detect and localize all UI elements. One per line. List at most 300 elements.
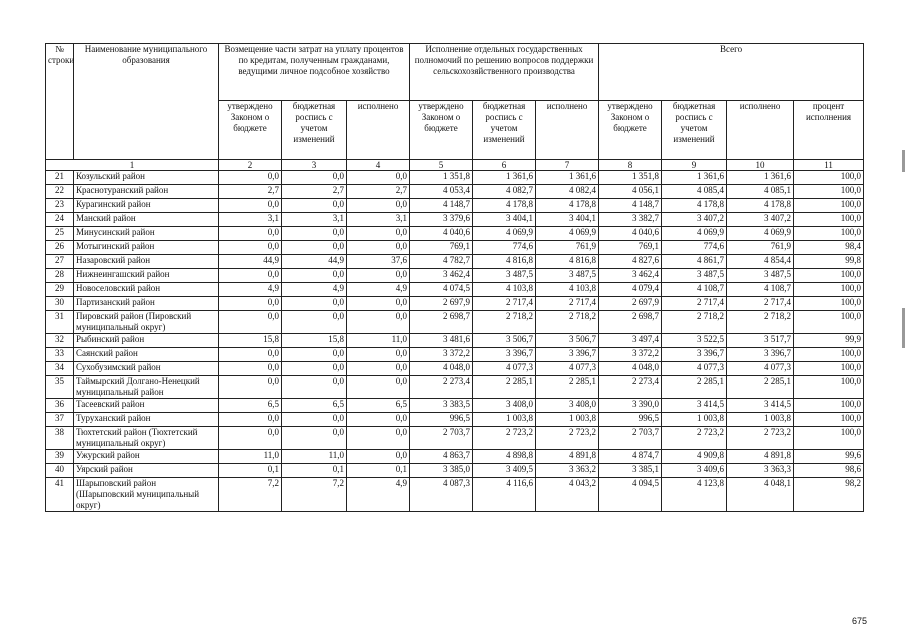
- value-cell-c4: 3,1: [347, 213, 410, 227]
- municipality-name: Партизанский район: [74, 297, 219, 311]
- row-number: 25: [46, 227, 74, 241]
- value-cell-c5: 996,5: [410, 413, 473, 427]
- value-cell-c10: 2 285,1: [727, 376, 794, 399]
- value-cell-c7: 3 487,5: [536, 269, 599, 283]
- value-cell-c6: 3 409,5: [473, 464, 536, 478]
- value-cell-c5: 4 074,5: [410, 283, 473, 297]
- value-cell-c6: 4 116,6: [473, 478, 536, 512]
- value-cell-c2: 0,0: [219, 413, 282, 427]
- value-cell-c2: 2,7: [219, 185, 282, 199]
- value-cell-c3: 4,9: [282, 283, 347, 297]
- header-approved: утверждено Законом о бюджете: [410, 101, 473, 160]
- value-cell-c4: 0,0: [347, 269, 410, 283]
- municipality-name: Назаровский район: [74, 255, 219, 269]
- column-number: 6: [473, 160, 536, 171]
- value-cell-c8: 4 827,6: [599, 255, 662, 269]
- value-cell-c10: 4 069,9: [727, 227, 794, 241]
- value-cell-c10: 4 077,3: [727, 362, 794, 376]
- value-cell-c4: 0,0: [347, 171, 410, 185]
- value-cell-c5: 4 863,7: [410, 450, 473, 464]
- value-cell-c6: 4 077,3: [473, 362, 536, 376]
- table-row: [46, 227, 864, 241]
- value-cell-c8: 4 056,1: [599, 185, 662, 199]
- value-cell-c10: 2 718,2: [727, 311, 794, 334]
- value-cell-c9: 3 407,2: [662, 213, 727, 227]
- value-cell-c4: 0,0: [347, 450, 410, 464]
- municipality-name: Нижнеингашский район: [74, 269, 219, 283]
- value-cell-c4: 37,6: [347, 255, 410, 269]
- table-row: [46, 283, 864, 297]
- value-cell-c2: 0,0: [219, 348, 282, 362]
- value-cell-c9: 3 409,6: [662, 464, 727, 478]
- value-cell-c3: 3,1: [282, 213, 347, 227]
- column-number: 5: [410, 160, 473, 171]
- table-row: [46, 376, 864, 399]
- value-cell-c11: 100,0: [794, 269, 864, 283]
- column-number: 8: [599, 160, 662, 171]
- value-cell-c6: 4 178,8: [473, 199, 536, 213]
- value-cell-c2: 4,9: [219, 283, 282, 297]
- column-number: 11: [794, 160, 864, 171]
- value-cell-c4: 4,9: [347, 283, 410, 297]
- value-cell-c5: 4 087,3: [410, 478, 473, 512]
- value-cell-c6: 4 898,8: [473, 450, 536, 464]
- value-cell-c3: 11,0: [282, 450, 347, 464]
- value-cell-c8: 3 382,7: [599, 213, 662, 227]
- value-cell-c4: 0,1: [347, 464, 410, 478]
- value-cell-c5: 2 697,9: [410, 297, 473, 311]
- value-cell-c3: 0,0: [282, 199, 347, 213]
- table-row: [46, 311, 864, 334]
- value-cell-c2: 0,0: [219, 297, 282, 311]
- value-cell-c4: 0,0: [347, 241, 410, 255]
- value-cell-c8: 2 703,7: [599, 427, 662, 450]
- value-cell-c9: 3 396,7: [662, 348, 727, 362]
- row-number: 37: [46, 413, 74, 427]
- municipality-name: Сухобузимский район: [74, 362, 219, 376]
- value-cell-c2: 0,0: [219, 269, 282, 283]
- value-cell-c11: 100,0: [794, 213, 864, 227]
- value-cell-c3: 0,1: [282, 464, 347, 478]
- table-row: [46, 478, 864, 512]
- municipality-name: Тасеевский район: [74, 399, 219, 413]
- value-cell-c8: 3 385,1: [599, 464, 662, 478]
- value-cell-c7: 4 816,8: [536, 255, 599, 269]
- value-cell-c7: 4 178,8: [536, 199, 599, 213]
- value-cell-c7: 2 723,2: [536, 427, 599, 450]
- value-cell-c5: 4 048,0: [410, 362, 473, 376]
- value-cell-c4: 11,0: [347, 334, 410, 348]
- value-cell-c11: 100,0: [794, 311, 864, 334]
- value-cell-c10: 3 396,7: [727, 348, 794, 362]
- value-cell-c8: 2 273,4: [599, 376, 662, 399]
- value-cell-c11: 98,6: [794, 464, 864, 478]
- value-cell-c4: 0,0: [347, 348, 410, 362]
- value-cell-c6: 2 718,2: [473, 311, 536, 334]
- value-cell-c3: 0,0: [282, 376, 347, 399]
- value-cell-c5: 3 481,6: [410, 334, 473, 348]
- value-cell-c5: 4 148,7: [410, 199, 473, 213]
- row-number: 38: [46, 427, 74, 450]
- value-cell-c11: 98,2: [794, 478, 864, 512]
- row-number: 33: [46, 348, 74, 362]
- row-number: 22: [46, 185, 74, 199]
- row-number: 32: [46, 334, 74, 348]
- value-cell-c2: 3,1: [219, 213, 282, 227]
- value-cell-c2: 0,1: [219, 464, 282, 478]
- value-cell-c8: 4 048,0: [599, 362, 662, 376]
- value-cell-c7: 2 285,1: [536, 376, 599, 399]
- value-cell-c9: 1 003,8: [662, 413, 727, 427]
- value-cell-c11: 100,0: [794, 362, 864, 376]
- value-cell-c10: 4 854,4: [727, 255, 794, 269]
- value-cell-c4: 0,0: [347, 427, 410, 450]
- value-cell-c2: 15,8: [219, 334, 282, 348]
- municipality-name: Тюхтетский район (Тюхтетский муниципальный округ): [74, 427, 219, 450]
- header-row-no: № строки: [46, 44, 74, 160]
- value-cell-c3: 0,0: [282, 348, 347, 362]
- value-cell-c6: 3 487,5: [473, 269, 536, 283]
- value-cell-c5: 3 462,4: [410, 269, 473, 283]
- value-cell-c6: 3 404,1: [473, 213, 536, 227]
- value-cell-c9: 2 285,1: [662, 376, 727, 399]
- value-cell-c7: 1 361,6: [536, 171, 599, 185]
- value-cell-c11: 100,0: [794, 185, 864, 199]
- value-cell-c10: 1 003,8: [727, 413, 794, 427]
- table-row: [46, 185, 864, 199]
- value-cell-c2: 0,0: [219, 362, 282, 376]
- value-cell-c4: 0,0: [347, 362, 410, 376]
- column-number: 3: [282, 160, 347, 171]
- table-row: [46, 413, 864, 427]
- value-cell-c4: 0,0: [347, 413, 410, 427]
- value-cell-c11: 100,0: [794, 376, 864, 399]
- value-cell-c3: 15,8: [282, 334, 347, 348]
- value-cell-c10: 2 717,4: [727, 297, 794, 311]
- row-number: 41: [46, 478, 74, 512]
- column-number: 4: [347, 160, 410, 171]
- table-row: [46, 171, 864, 185]
- value-cell-c11: 100,0: [794, 348, 864, 362]
- table-row: [46, 255, 864, 269]
- table-body: [46, 171, 864, 512]
- header-group-total: Всего: [599, 44, 864, 101]
- value-cell-c5: 4 782,7: [410, 255, 473, 269]
- municipality-name: Рыбинский район: [74, 334, 219, 348]
- header-budget: бюджетная роспись с учетом изменений: [473, 101, 536, 160]
- value-cell-c7: 4 069,9: [536, 227, 599, 241]
- column-number-row: [46, 160, 864, 171]
- value-cell-c10: 3 414,5: [727, 399, 794, 413]
- value-cell-c11: 98,4: [794, 241, 864, 255]
- municipality-name: Пировский район (Пировский муниципальный округ): [74, 311, 219, 334]
- value-cell-c7: 2 717,4: [536, 297, 599, 311]
- value-cell-c6: 1 361,6: [473, 171, 536, 185]
- value-cell-c3: 6,5: [282, 399, 347, 413]
- value-cell-c3: 0,0: [282, 311, 347, 334]
- value-cell-c8: 3 372,2: [599, 348, 662, 362]
- column-number: 9: [662, 160, 727, 171]
- value-cell-c6: 3 408,0: [473, 399, 536, 413]
- value-cell-c3: 0,0: [282, 227, 347, 241]
- value-cell-c2: 11,0: [219, 450, 282, 464]
- header-executed: исполнено: [347, 101, 410, 160]
- row-number: 34: [46, 362, 74, 376]
- value-cell-c7: 3 396,7: [536, 348, 599, 362]
- row-number: 21: [46, 171, 74, 185]
- value-cell-c10: 4 085,1: [727, 185, 794, 199]
- value-cell-c6: 3 396,7: [473, 348, 536, 362]
- value-cell-c4: 2,7: [347, 185, 410, 199]
- value-cell-c10: 4 178,8: [727, 199, 794, 213]
- header-group-powers: Исполнение отдельных государственных полномочий по решению вопросов поддержки сельскохозяйственного производства: [410, 44, 599, 101]
- value-cell-c3: 7,2: [282, 478, 347, 512]
- municipality-name: Таймырский Долгано-Ненецкий муниципальный район: [74, 376, 219, 399]
- value-cell-c7: 4 043,2: [536, 478, 599, 512]
- municipality-name: Мотыгинский район: [74, 241, 219, 255]
- value-cell-c3: 0,0: [282, 362, 347, 376]
- municipality-name: Козульский район: [74, 171, 219, 185]
- row-number: 40: [46, 464, 74, 478]
- municipality-name: Минусинский район: [74, 227, 219, 241]
- column-number: 7: [536, 160, 599, 171]
- value-cell-c11: 100,0: [794, 283, 864, 297]
- value-cell-c4: 0,0: [347, 199, 410, 213]
- header-approved: утверждено Законом о бюджете: [599, 101, 662, 160]
- value-cell-c3: 0,0: [282, 413, 347, 427]
- value-cell-c8: 4 094,5: [599, 478, 662, 512]
- row-number: 27: [46, 255, 74, 269]
- value-cell-c5: 2 273,4: [410, 376, 473, 399]
- value-cell-c6: 3 506,7: [473, 334, 536, 348]
- value-cell-c8: 769,1: [599, 241, 662, 255]
- value-cell-c5: 2 698,7: [410, 311, 473, 334]
- header-percent: процент исполнения: [794, 101, 864, 160]
- value-cell-c9: 4 085,4: [662, 185, 727, 199]
- value-cell-c6: 1 003,8: [473, 413, 536, 427]
- value-cell-c7: 4 077,3: [536, 362, 599, 376]
- value-cell-c6: 2 717,4: [473, 297, 536, 311]
- municipality-name: Саянский район: [74, 348, 219, 362]
- value-cell-c10: 3 363,3: [727, 464, 794, 478]
- column-number: 10: [727, 160, 794, 171]
- page-number: 675: [851, 616, 867, 626]
- value-cell-c9: 1 361,6: [662, 171, 727, 185]
- value-cell-c9: 3 487,5: [662, 269, 727, 283]
- value-cell-c8: 4 079,4: [599, 283, 662, 297]
- row-number: 35: [46, 376, 74, 399]
- value-cell-c5: 2 703,7: [410, 427, 473, 450]
- value-cell-c11: 100,0: [794, 199, 864, 213]
- header-group-interest: Возмещение части затрат на уплату процентов по кредитам, полученным гражданами, ведущими личное подсобное хозяйство: [219, 44, 410, 101]
- table-row: [46, 427, 864, 450]
- municipality-name: Манский район: [74, 213, 219, 227]
- value-cell-c5: 4 040,6: [410, 227, 473, 241]
- value-cell-c7: 4 891,8: [536, 450, 599, 464]
- value-cell-c10: 761,9: [727, 241, 794, 255]
- value-cell-c7: 3 506,7: [536, 334, 599, 348]
- value-cell-c3: 0,0: [282, 241, 347, 255]
- row-number: 36: [46, 399, 74, 413]
- table-row: [46, 297, 864, 311]
- row-number: 28: [46, 269, 74, 283]
- value-cell-c8: 3 390,0: [599, 399, 662, 413]
- value-cell-c5: 3 383,5: [410, 399, 473, 413]
- row-number: 26: [46, 241, 74, 255]
- value-cell-c2: 7,2: [219, 478, 282, 512]
- value-cell-c3: 0,0: [282, 171, 347, 185]
- value-cell-c9: 4 077,3: [662, 362, 727, 376]
- header-executed: исполнено: [536, 101, 599, 160]
- value-cell-c10: 4 108,7: [727, 283, 794, 297]
- value-cell-c6: 774,6: [473, 241, 536, 255]
- value-cell-c3: 0,0: [282, 297, 347, 311]
- value-cell-c10: 1 361,6: [727, 171, 794, 185]
- table-row: [46, 213, 864, 227]
- value-cell-c7: 2 718,2: [536, 311, 599, 334]
- value-cell-c2: 6,5: [219, 399, 282, 413]
- column-number: 1: [46, 160, 219, 171]
- value-cell-c2: 0,0: [219, 199, 282, 213]
- budget-table: [45, 43, 864, 512]
- value-cell-c10: 3 517,7: [727, 334, 794, 348]
- row-number: 30: [46, 297, 74, 311]
- value-cell-c8: 1 351,8: [599, 171, 662, 185]
- value-cell-c5: 3 372,2: [410, 348, 473, 362]
- value-cell-c2: 44,9: [219, 255, 282, 269]
- header-budget: бюджетная роспись с учетом изменений: [662, 101, 727, 160]
- value-cell-c2: 0,0: [219, 376, 282, 399]
- row-number: 24: [46, 213, 74, 227]
- value-cell-c4: 4,9: [347, 478, 410, 512]
- municipality-name: Ужурский район: [74, 450, 219, 464]
- value-cell-c9: 2 718,2: [662, 311, 727, 334]
- value-cell-c5: 1 351,8: [410, 171, 473, 185]
- value-cell-c7: 3 363,2: [536, 464, 599, 478]
- value-cell-c11: 99,6: [794, 450, 864, 464]
- header-approved: утверждено Законом о бюджете: [219, 101, 282, 160]
- value-cell-c6: 2 285,1: [473, 376, 536, 399]
- value-cell-c2: 0,0: [219, 427, 282, 450]
- value-cell-c9: 2 723,2: [662, 427, 727, 450]
- value-cell-c4: 0,0: [347, 376, 410, 399]
- value-cell-c9: 4 861,7: [662, 255, 727, 269]
- value-cell-c10: 3 487,5: [727, 269, 794, 283]
- value-cell-c8: 996,5: [599, 413, 662, 427]
- table-row: [46, 450, 864, 464]
- value-cell-c7: 3 404,1: [536, 213, 599, 227]
- value-cell-c9: 3 522,5: [662, 334, 727, 348]
- municipality-name: Уярский район: [74, 464, 219, 478]
- value-cell-c3: 2,7: [282, 185, 347, 199]
- value-cell-c9: 2 717,4: [662, 297, 727, 311]
- table-row: [46, 241, 864, 255]
- value-cell-c7: 3 408,0: [536, 399, 599, 413]
- value-cell-c9: 4 108,7: [662, 283, 727, 297]
- value-cell-c10: 4 891,8: [727, 450, 794, 464]
- value-cell-c5: 4 053,4: [410, 185, 473, 199]
- value-cell-c2: 0,0: [219, 171, 282, 185]
- value-cell-c11: 99,9: [794, 334, 864, 348]
- value-cell-c8: 2 697,9: [599, 297, 662, 311]
- value-cell-c2: 0,0: [219, 227, 282, 241]
- municipality-name: Шарыповский район (Шарыповский муниципальный округ): [74, 478, 219, 512]
- table-row: [46, 362, 864, 376]
- value-cell-c11: 100,0: [794, 171, 864, 185]
- municipality-name: Курагинский район: [74, 199, 219, 213]
- value-cell-c6: 4 103,8: [473, 283, 536, 297]
- value-cell-c11: 100,0: [794, 297, 864, 311]
- value-cell-c5: 3 385,0: [410, 464, 473, 478]
- value-cell-c9: 774,6: [662, 241, 727, 255]
- value-cell-c4: 0,0: [347, 311, 410, 334]
- row-number: 39: [46, 450, 74, 464]
- header-name: Наименование муниципального образования: [74, 44, 219, 160]
- value-cell-c11: 100,0: [794, 427, 864, 450]
- value-cell-c9: 3 414,5: [662, 399, 727, 413]
- value-cell-c10: 2 723,2: [727, 427, 794, 450]
- value-cell-c11: 100,0: [794, 227, 864, 241]
- value-cell-c8: 4 040,6: [599, 227, 662, 241]
- value-cell-c11: 100,0: [794, 399, 864, 413]
- value-cell-c3: 0,0: [282, 427, 347, 450]
- value-cell-c11: 99,8: [794, 255, 864, 269]
- value-cell-c6: 4 816,8: [473, 255, 536, 269]
- municipality-name: Новоселовский район: [74, 283, 219, 297]
- value-cell-c9: 4 123,8: [662, 478, 727, 512]
- value-cell-c8: 4 148,7: [599, 199, 662, 213]
- value-cell-c5: 3 379,6: [410, 213, 473, 227]
- value-cell-c7: 1 003,8: [536, 413, 599, 427]
- value-cell-c2: 0,0: [219, 241, 282, 255]
- municipality-name: Туруханский район: [74, 413, 219, 427]
- value-cell-c8: 4 874,7: [599, 450, 662, 464]
- value-cell-c6: 4 069,9: [473, 227, 536, 241]
- value-cell-c8: 3 497,4: [599, 334, 662, 348]
- value-cell-c4: 0,0: [347, 227, 410, 241]
- row-number: 23: [46, 199, 74, 213]
- table-row: [46, 464, 864, 478]
- value-cell-c9: 4 069,9: [662, 227, 727, 241]
- value-cell-c7: 761,9: [536, 241, 599, 255]
- table-row: [46, 199, 864, 213]
- value-cell-c4: 0,0: [347, 297, 410, 311]
- value-cell-c8: 2 698,7: [599, 311, 662, 334]
- table-row: [46, 334, 864, 348]
- row-number: 31: [46, 311, 74, 334]
- column-number: 2: [219, 160, 282, 171]
- table-row: [46, 399, 864, 413]
- municipality-name: Краснотуранский район: [74, 185, 219, 199]
- table-row: [46, 348, 864, 362]
- row-number: 29: [46, 283, 74, 297]
- value-cell-c8: 3 462,4: [599, 269, 662, 283]
- value-cell-c4: 6,5: [347, 399, 410, 413]
- value-cell-c10: 3 407,2: [727, 213, 794, 227]
- table-row: [46, 269, 864, 283]
- value-cell-c3: 44,9: [282, 255, 347, 269]
- value-cell-c6: 2 723,2: [473, 427, 536, 450]
- value-cell-c7: 4 103,8: [536, 283, 599, 297]
- header-budget: бюджетная роспись с учетом изменений: [282, 101, 347, 160]
- value-cell-c9: 4 909,8: [662, 450, 727, 464]
- header-executed: исполнено: [727, 101, 794, 160]
- value-cell-c10: 4 048,1: [727, 478, 794, 512]
- value-cell-c2: 0,0: [219, 311, 282, 334]
- value-cell-c7: 4 082,4: [536, 185, 599, 199]
- value-cell-c5: 769,1: [410, 241, 473, 255]
- value-cell-c3: 0,0: [282, 269, 347, 283]
